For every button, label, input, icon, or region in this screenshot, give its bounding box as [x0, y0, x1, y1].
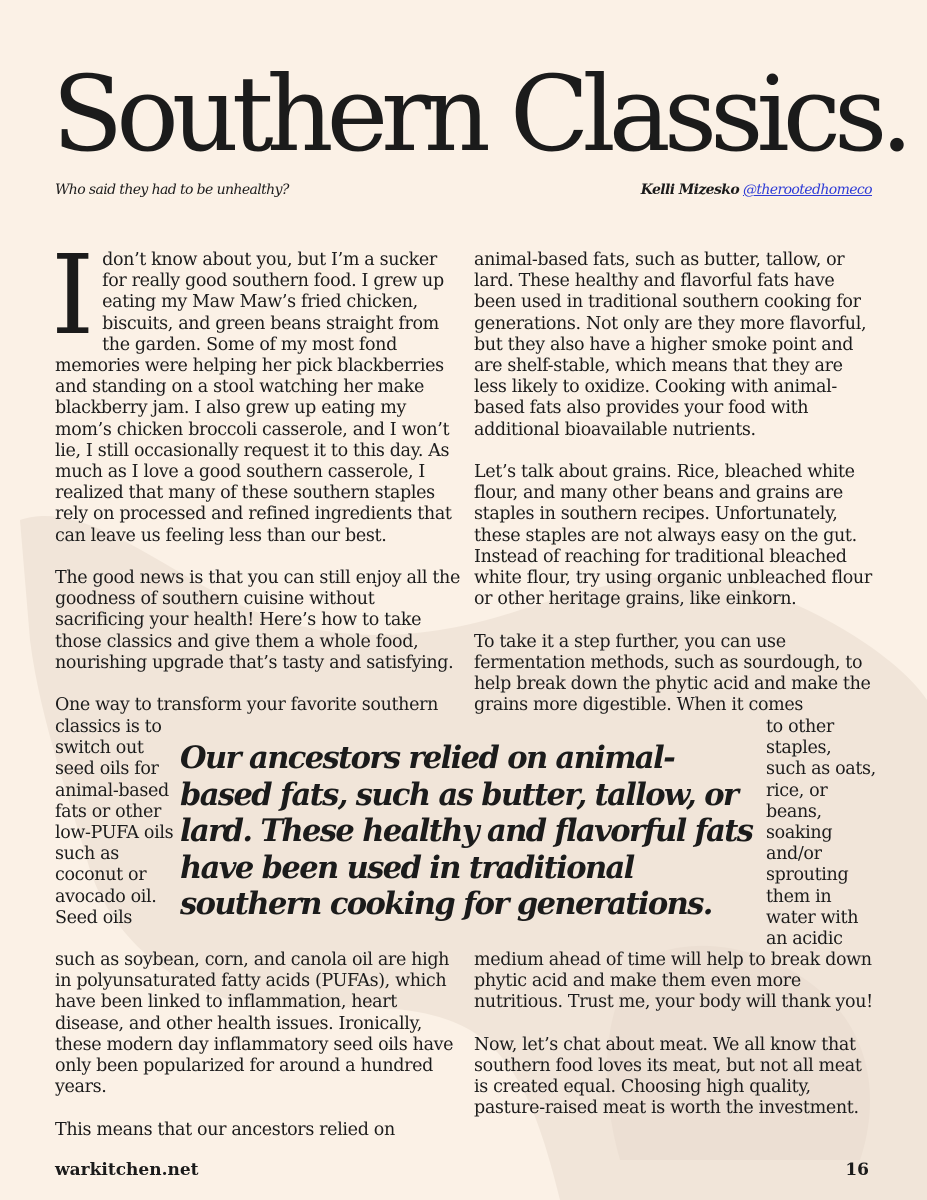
page-title: Southern Classics. — [52, 53, 907, 175]
paragraph-soaking: medium ahead of time will help to break down phytic acid and make them even more nutritious. Trust me, your body will thank you! — [474, 950, 873, 1013]
right-column — [474, 250, 874, 738]
paragraph-seed-oils-lead: One way to transform your favorite southern — [55, 695, 439, 716]
left-column-bottom — [55, 950, 460, 1162]
byline — [641, 182, 872, 198]
page-number: 16 — [845, 1160, 869, 1180]
paragraph-grains: Let’s talk about grains. Rice, bleached white flour, and many other beans and grains are staples in southern recipes. Unfortunately, these staples are not always easy on the gut. Instead of reaching for traditional bleached white flour, try using organic unbleached flour or other heritage grains, like einkorn. — [474, 462, 872, 610]
paragraph-animal-fats: animal-based fats, such as butter, tallow, or lard. These healthy and flavorful fats have been used in traditional southern cooking for generations. Not only are they more flavorful, but they also have a higher smoke point and are shelf-stable, which means that they are less likely to oxidize. Cooking with animal-based fats also provides your food with additional bioavailable nutrients. — [474, 250, 867, 440]
left-wrap-text: classics is to switch out seed oils for animal-based fats or other low-PUFA oils such as coconut or avocado oil. Seed oils — [55, 717, 174, 928]
paragraph-meat: Now, let’s chat about meat. We all know that southern food loves its meat, but not all meat is created equal. Choosing high quality, pasture-raised meat is worth the investment. — [474, 1034, 862, 1119]
paragraph-ancestors: This means that our ancestors relied on — [55, 1119, 395, 1140]
drop-cap: I — [51, 231, 95, 359]
pull-quote: Our ancestors relied on animal-based fats, such as butter, tallow, or lard. These healthy and flavorful fats have been used in traditional southern cooking for generations. — [180, 740, 753, 922]
paragraph-good-news: The good news is that you can still enjoy all the goodness of southern cuisine without sacrificing your health! Here’s how to take those classics and give them a whole food, nourishing upgrade that’s tasty and satisfying. — [55, 568, 460, 673]
intro-paragraph — [51, 231, 460, 547]
right-wrap-text: to other staples, such as oats, rice, or beans, soaking and/or sprouting them in water with an acidic — [766, 717, 876, 950]
left-column — [51, 231, 460, 738]
intro-text: don’t know about you, but I’m a sucker for really good southern food. I grew up eating my Maw Maw’s fried chicken, biscuits, and green beans straight from the garden. Some of my most fond memories were helping her pick blackberries and standing on a stool watching her make blackberry jam. I also grew up eating my mom’s chicken broccoli casserole, and I won’t lie, I still occasionally request it to this day. As much as I love a good southern casserole, I realized that many of these southern staples rely on processed and refined ingredients that can leave us feeling less than our best. — [55, 250, 452, 546]
right-column-bottom — [474, 950, 874, 1141]
subtitle: Who said they had to be unhealthy? — [55, 182, 289, 198]
author-name: Kelli Mizesko — [640, 182, 740, 198]
footer-website: warkitchen.net — [55, 1160, 199, 1180]
author-handle-link[interactable]: @therootedhomeco — [742, 182, 872, 198]
paragraph-fermentation-lead: To take it a step further, you can use fermentation methods, such as sourdough, to help break down the phytic acid and make the grains more digestible. When it comes — [474, 631, 871, 716]
paragraph-pufa: such as soybean, corn, and canola oil are high in polyunsaturated fatty acids (PUFAs), which have been linked to inflammation, heart disease, and other health issues. Ironically, these modern day inflammatory seed oils have only been popularized for around a hundred years. — [55, 950, 454, 1098]
